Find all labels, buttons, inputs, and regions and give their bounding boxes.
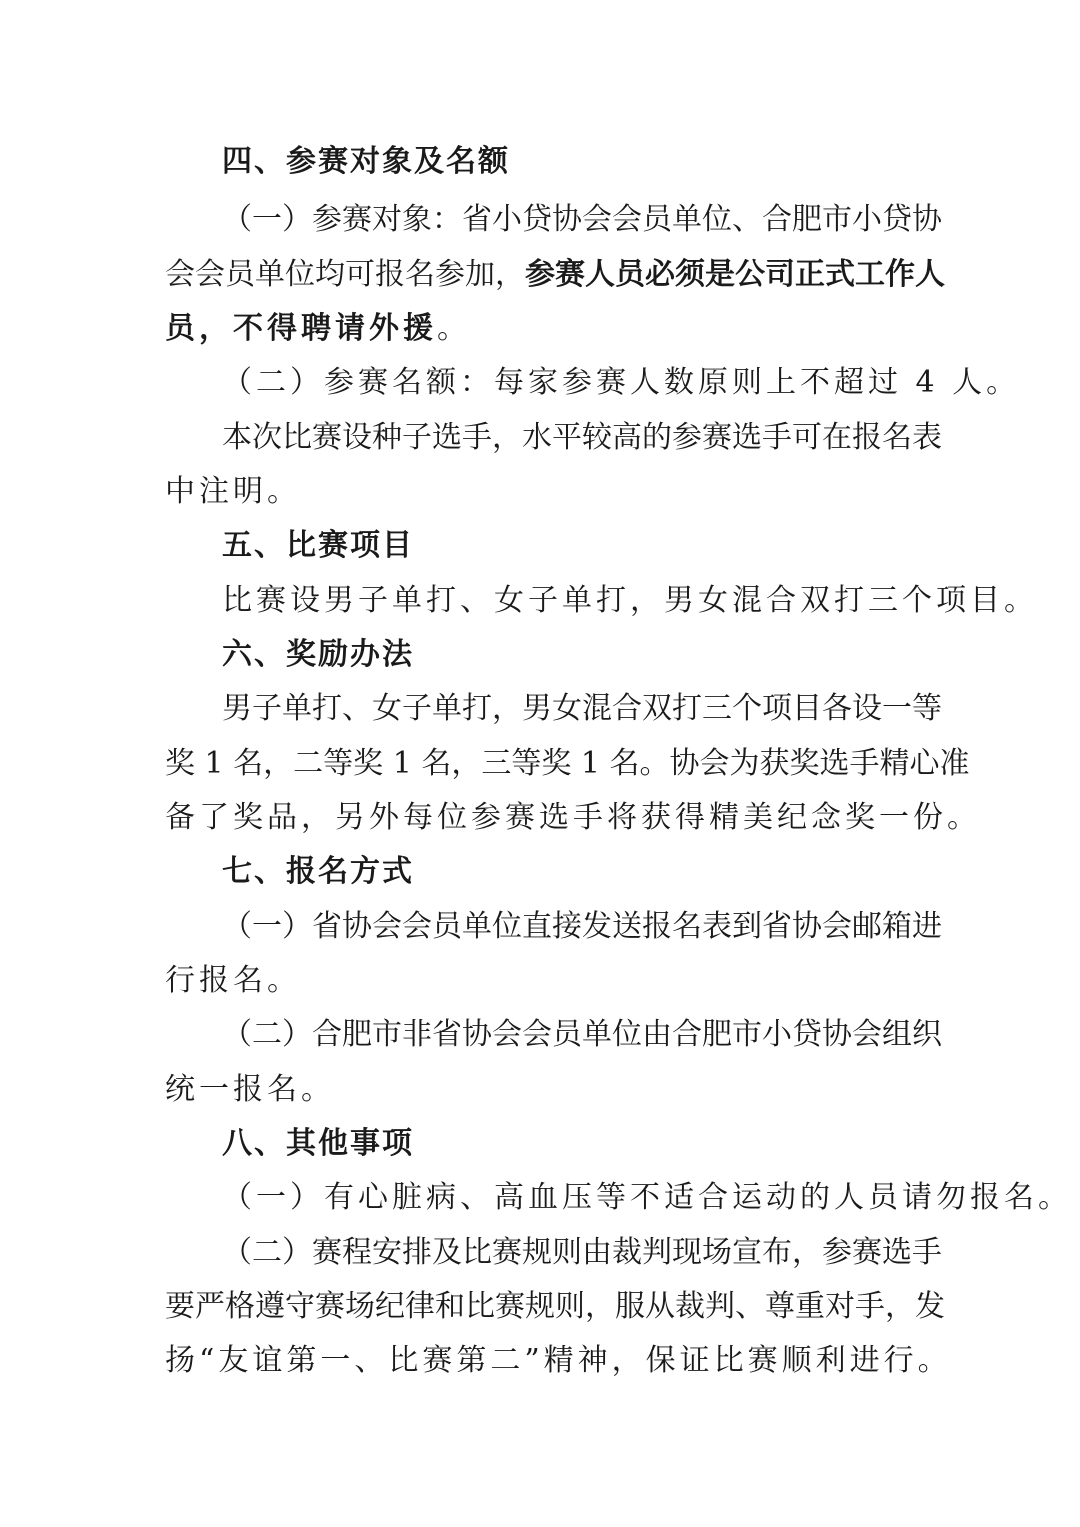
paragraph-line: 行报名。 [165, 963, 301, 998]
section-heading-awards: 六、奖励办法 [222, 637, 414, 672]
emphasis-text: 参赛人员必须是公司正式工作人 [525, 257, 945, 292]
section-heading-participants: 四、参赛对象及名额 [222, 144, 510, 179]
paragraph-line: （一）省协会会员单位直接发送报名表到省协会邮箱进 [222, 909, 942, 944]
paragraph-line: （二）赛程安排及比赛规则由裁判现场宣布，参赛选手 [222, 1235, 942, 1270]
section-heading-registration: 七、报名方式 [222, 854, 414, 889]
paragraph-line [165, 302, 917, 356]
paragraph-line: （二）参赛名额：每家参赛人数原则上不超过 4 人。 [222, 365, 1021, 400]
paragraph-text: 会会员单位均可报名参加， [165, 257, 525, 292]
paragraph-line: 奖 1 名，二等奖 1 名，三等奖 1 名。协会为获奖选手精心准 [165, 746, 970, 781]
paragraph-line: 统一报名。 [165, 1072, 335, 1107]
paragraph-line: （一）有心脏病、高血压等不适合运动的人员请勿报名。 [222, 1180, 1072, 1215]
paragraph-line: 中注明。 [165, 474, 301, 509]
paragraph-line: 要严格遵守赛场纪律和比赛规则，服从裁判、尊重对手，发 [165, 1289, 945, 1324]
emphasis-text: 员，不得聘请外援 [165, 311, 437, 346]
paragraph-line: （二）合肥市非省协会会员单位由合肥市小贷协会组织 [222, 1017, 942, 1052]
paragraph-line: 备了奖品，另外每位参赛选手将获得精美纪念奖一份。 [165, 800, 981, 835]
section-heading-events: 五、比赛项目 [222, 528, 414, 563]
paragraph-line: 男子单打、女子单打，男女混合双打三个项目各设一等 [222, 691, 942, 726]
paragraph-text: 。 [437, 311, 471, 346]
paragraph-line [165, 248, 945, 302]
section-heading-other: 八、其他事项 [222, 1126, 414, 1161]
paragraph-line: （一）参赛对象：省小贷协会会员单位、合肥市小贷协 [222, 202, 942, 237]
paragraph-line: 扬“友谊第一、比赛第二”精神，保证比赛顺利进行。 [165, 1343, 952, 1378]
paragraph-line: 比赛设男子单打、女子单打，男女混合双打三个项目。 [222, 583, 1038, 618]
paragraph-line: 本次比赛设种子选手，水平较高的参赛选手可在报名表 [222, 420, 942, 455]
